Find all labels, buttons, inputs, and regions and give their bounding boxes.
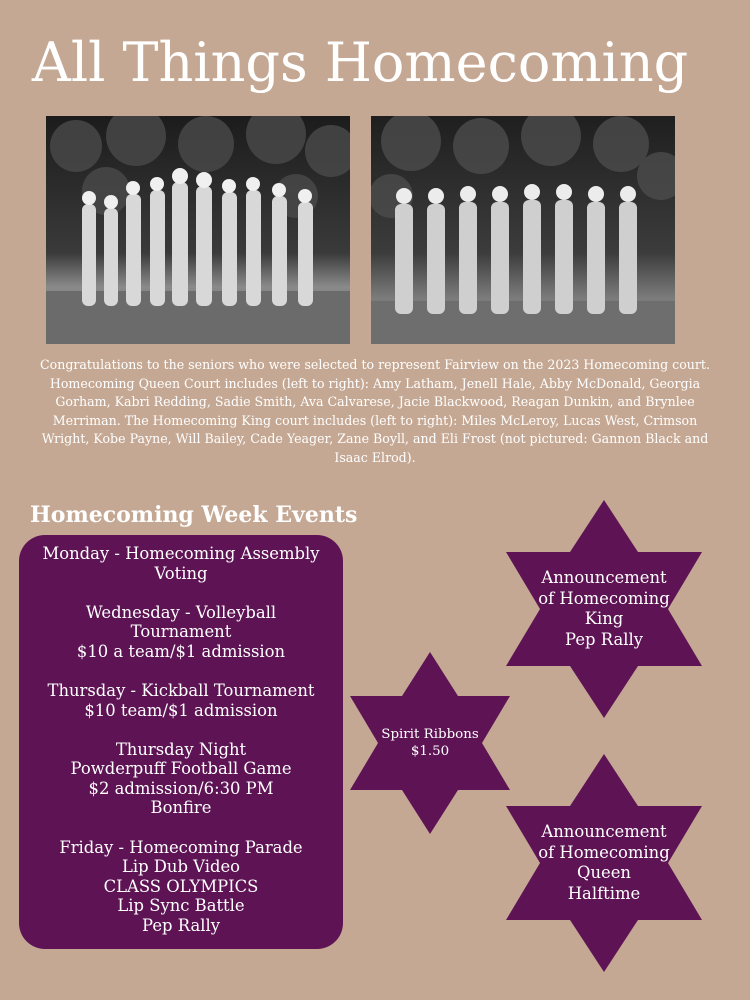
- photo-queen-court: [46, 116, 350, 344]
- star-line: of Homecoming: [538, 588, 670, 608]
- event-item: [19, 838, 343, 936]
- event-line: Friday - Homecoming Parade: [59, 837, 303, 857]
- star-king-announcement: [506, 500, 702, 718]
- event-line: Tournament: [130, 622, 232, 642]
- events-heading: Homecoming Week Events: [30, 502, 358, 528]
- event-item: [19, 740, 343, 818]
- page-title: All Things Homecoming: [31, 31, 689, 94]
- event-item: [19, 544, 343, 583]
- star-line: Pep Rally: [565, 629, 643, 649]
- event-line: Thursday Night: [115, 739, 247, 759]
- star-ribbons-text: [350, 652, 510, 834]
- event-line: Monday - Homecoming Assembly: [42, 544, 320, 563]
- star-line: Spirit Ribbons: [381, 727, 479, 742]
- star-line: Halftime: [567, 883, 641, 903]
- star-king-text: [506, 500, 702, 718]
- star-line: Announcement: [541, 822, 667, 841]
- photo-king-court-image: [371, 116, 675, 344]
- photo-king-court: [371, 116, 675, 344]
- star-line: of Homecoming: [538, 842, 670, 862]
- star-queen-announcement: [506, 754, 702, 972]
- event-line: Pep Rally: [142, 915, 220, 935]
- event-line: CLASS OLYMPICS: [103, 876, 259, 896]
- event-line: Voting: [154, 563, 208, 583]
- event-line: Wednesday - Volleyball: [85, 602, 277, 622]
- star-spirit-ribbons: [350, 652, 510, 834]
- event-line: Powderpuff Football Game: [70, 759, 292, 779]
- event-line: $10 team/$1 admission: [84, 700, 278, 720]
- events-list: [19, 535, 343, 949]
- event-line: $2 admission/6:30 PM: [88, 778, 274, 798]
- event-line: Bonfire: [150, 798, 212, 818]
- star-line: Queen: [577, 863, 631, 882]
- event-line: Lip Dub Video: [121, 857, 241, 877]
- event-line: $10 a team/$1 admission: [76, 641, 286, 661]
- star-line: $1.50: [410, 744, 450, 759]
- star-line: King: [584, 609, 624, 628]
- star-line: Announcement: [541, 568, 667, 587]
- event-item: [19, 681, 343, 720]
- event-item: [19, 603, 343, 662]
- event-line: Thursday - Kickball Tournament: [47, 680, 315, 700]
- event-line: Lip Sync Battle: [117, 896, 245, 916]
- photo-queen-court-image: [46, 116, 350, 344]
- court-caption: Congratulations to the seniors who were selected to represent Fairview on the 2023 Homecoming court. Homecoming Queen Court includes (left to right): Amy Latham, Jenell Hale, Abby McDonald, Georgia Gorham, Kabri Redding, Sadie Smith, Ava Calvarese, Jacie Blackwood, Reagan Dunkin, and Brynlee Merriman. The Homecoming King court includes (left to right): Miles McLeroy, Lucas West, Crimson Wright, Kobe Payne, Will Bailey, Cade Yeager, Zane Boyll, and Eli Frost (not pictured: Gannon Black and Isaac Elrod).: [40, 357, 710, 465]
- star-queen-text: [506, 754, 702, 972]
